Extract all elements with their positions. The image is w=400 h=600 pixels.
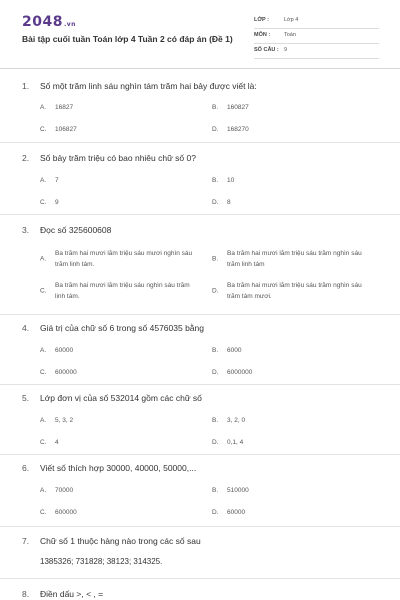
option-text: 60000	[227, 509, 246, 516]
question-separator	[0, 526, 400, 527]
question-number: 4.	[22, 323, 30, 333]
meta-row-count	[254, 44, 379, 59]
option-b[interactable]	[212, 176, 234, 185]
option-letter: D.	[212, 287, 219, 295]
question-number: 5.	[22, 393, 30, 403]
question-separator	[0, 142, 400, 143]
option-text: 510000	[227, 487, 249, 494]
option-letter: A.	[40, 255, 47, 263]
page-header	[0, 0, 400, 64]
options	[22, 342, 382, 376]
options	[22, 100, 382, 134]
logo-tld: .vn	[63, 21, 76, 28]
option-letter: B.	[212, 347, 219, 354]
question-body: Số bảy trăm triệu có bao nhiêu chữ số 0?	[40, 153, 196, 163]
question-text	[22, 224, 382, 238]
option-letter: A.	[40, 104, 47, 111]
site-logo[interactable]	[22, 14, 76, 30]
meta-row-class	[254, 14, 379, 29]
question-8	[22, 588, 382, 600]
option-c[interactable]	[40, 280, 200, 302]
option-letter: B.	[212, 255, 219, 263]
option-d[interactable]	[212, 280, 372, 302]
option-letter: C.	[40, 199, 47, 206]
option-b[interactable]	[212, 346, 241, 355]
option-b[interactable]	[212, 416, 245, 425]
option-letter: B.	[212, 177, 219, 184]
option-letter: B.	[212, 417, 219, 424]
option-d[interactable]	[212, 508, 245, 517]
question-number: 1.	[22, 81, 30, 91]
question-text	[22, 462, 382, 476]
option-text: 0,1, 4	[227, 439, 244, 446]
options	[22, 412, 382, 446]
option-c[interactable]	[40, 198, 59, 207]
question-body: Chữ số 1 thuộc hàng nào trong các số sau	[40, 536, 201, 546]
option-letter: C.	[40, 439, 47, 446]
option-letter: D.	[212, 199, 219, 206]
option-b[interactable]	[212, 486, 249, 495]
option-text: 106827	[55, 126, 77, 133]
logo-text: 2048	[22, 14, 63, 30]
option-c[interactable]	[40, 368, 77, 377]
question-text	[22, 152, 382, 166]
option-text: 5, 3, 2	[55, 417, 74, 424]
option-c[interactable]	[40, 125, 77, 134]
option-text: 168270	[227, 126, 249, 133]
option-text: Ba trăm hai mươi lăm triệu sáu mươi nghìn sáu trăm linh tám.	[55, 250, 193, 268]
option-a[interactable]	[40, 248, 200, 270]
option-text: Ba trăm hai mươi lăm triệu sáu nghìn sáu trăm linh tám.	[55, 282, 190, 300]
question-body: Điền dấu >, < , =	[40, 589, 104, 599]
option-letter: A.	[40, 417, 47, 424]
question-number: 2.	[22, 153, 30, 163]
option-d[interactable]	[212, 438, 243, 447]
option-text: 7	[55, 177, 59, 184]
meta-row-subject	[254, 29, 379, 44]
question-body: Viết số thích hợp 30000, 40000, 50000,...	[40, 463, 197, 473]
option-d[interactable]	[212, 198, 231, 207]
question-separator	[0, 454, 400, 455]
page-title: Bài tập cuối tuần Toán lớp 4 Tuần 2 có đáp án (Đề 1)	[22, 34, 233, 44]
question-4	[22, 322, 382, 376]
question-text	[22, 392, 382, 406]
option-d[interactable]	[212, 368, 252, 377]
option-letter: C.	[40, 369, 47, 376]
option-text: Ba trăm hai mươi lăm triệu sáu trăm nghìn sáu trăm tám mươi.	[227, 282, 362, 300]
options	[22, 482, 382, 516]
option-text: 16827	[55, 104, 74, 111]
question-extra: 1385326; 731828; 38123; 314325.	[40, 557, 163, 566]
option-a[interactable]	[40, 346, 73, 355]
option-text: 160827	[227, 104, 249, 111]
question-separator	[0, 384, 400, 385]
options	[22, 244, 382, 308]
question-3	[22, 224, 382, 308]
option-c[interactable]	[40, 438, 59, 447]
question-text	[22, 535, 382, 549]
option-b[interactable]	[212, 103, 249, 112]
option-letter: D.	[212, 509, 219, 516]
question-separator	[0, 578, 400, 579]
option-text: 8	[227, 199, 231, 206]
option-letter: B.	[212, 487, 219, 494]
question-number: 8.	[22, 589, 30, 599]
header-divider	[0, 68, 400, 69]
option-a[interactable]	[40, 176, 59, 185]
option-letter: D.	[212, 369, 219, 376]
option-text: 3, 2, 0	[227, 417, 246, 424]
meta-table	[254, 14, 379, 59]
question-text	[22, 588, 382, 600]
option-letter: C.	[40, 287, 47, 295]
option-text: 600000	[55, 509, 77, 516]
question-body: Số một trăm linh sáu nghìn tám trăm hai bảy được viết là:	[40, 81, 257, 91]
option-text: 70000	[55, 487, 74, 494]
option-b[interactable]	[212, 248, 372, 270]
question-text	[22, 80, 382, 94]
question-number: 3.	[22, 225, 30, 235]
option-text: 4	[55, 439, 59, 446]
option-text: Ba trăm hai mươi lăm triệu sáu trăm nghìn sáu trăm linh tám	[227, 250, 362, 268]
question-2	[22, 152, 382, 206]
meta-label: MÔN :	[254, 32, 271, 38]
question-body: Đọc số 325600608	[40, 225, 112, 235]
option-letter: D.	[212, 439, 219, 446]
option-letter: A.	[40, 347, 47, 354]
option-letter: A.	[40, 487, 47, 494]
meta-label: SỐ CÂU :	[254, 47, 279, 53]
meta-value: 9	[284, 47, 288, 53]
meta-value: Lớp 4	[284, 17, 299, 23]
option-text: 60000	[55, 347, 74, 354]
option-a[interactable]	[40, 416, 73, 425]
question-number: 6.	[22, 463, 30, 473]
options	[22, 172, 382, 206]
meta-value: Toán	[284, 32, 296, 38]
option-letter: D.	[212, 126, 219, 133]
question-separator	[0, 214, 400, 215]
question-1	[22, 80, 382, 134]
option-text: 9	[55, 199, 59, 206]
question-7	[22, 535, 382, 566]
meta-label: LỚP :	[254, 17, 269, 23]
option-letter: C.	[40, 126, 47, 133]
question-separator	[0, 314, 400, 315]
option-c[interactable]	[40, 508, 77, 517]
option-text: 600000	[55, 369, 77, 376]
option-letter: C.	[40, 509, 47, 516]
option-d[interactable]	[212, 125, 249, 134]
option-letter: A.	[40, 177, 47, 184]
option-text: 10	[227, 177, 235, 184]
question-text	[22, 322, 382, 336]
question-5	[22, 392, 382, 446]
option-a[interactable]	[40, 103, 73, 112]
option-a[interactable]	[40, 486, 73, 495]
question-body: Lớp đơn vị của số 532014 gồm các chữ số	[40, 393, 202, 403]
option-text: 6000000	[227, 369, 253, 376]
question-body: Giá trị của chữ số 6 trong số 4576035 bằng	[40, 323, 204, 333]
question-number: 7.	[22, 536, 30, 546]
option-text: 6000	[227, 347, 242, 354]
option-letter: B.	[212, 104, 219, 111]
question-6	[22, 462, 382, 516]
